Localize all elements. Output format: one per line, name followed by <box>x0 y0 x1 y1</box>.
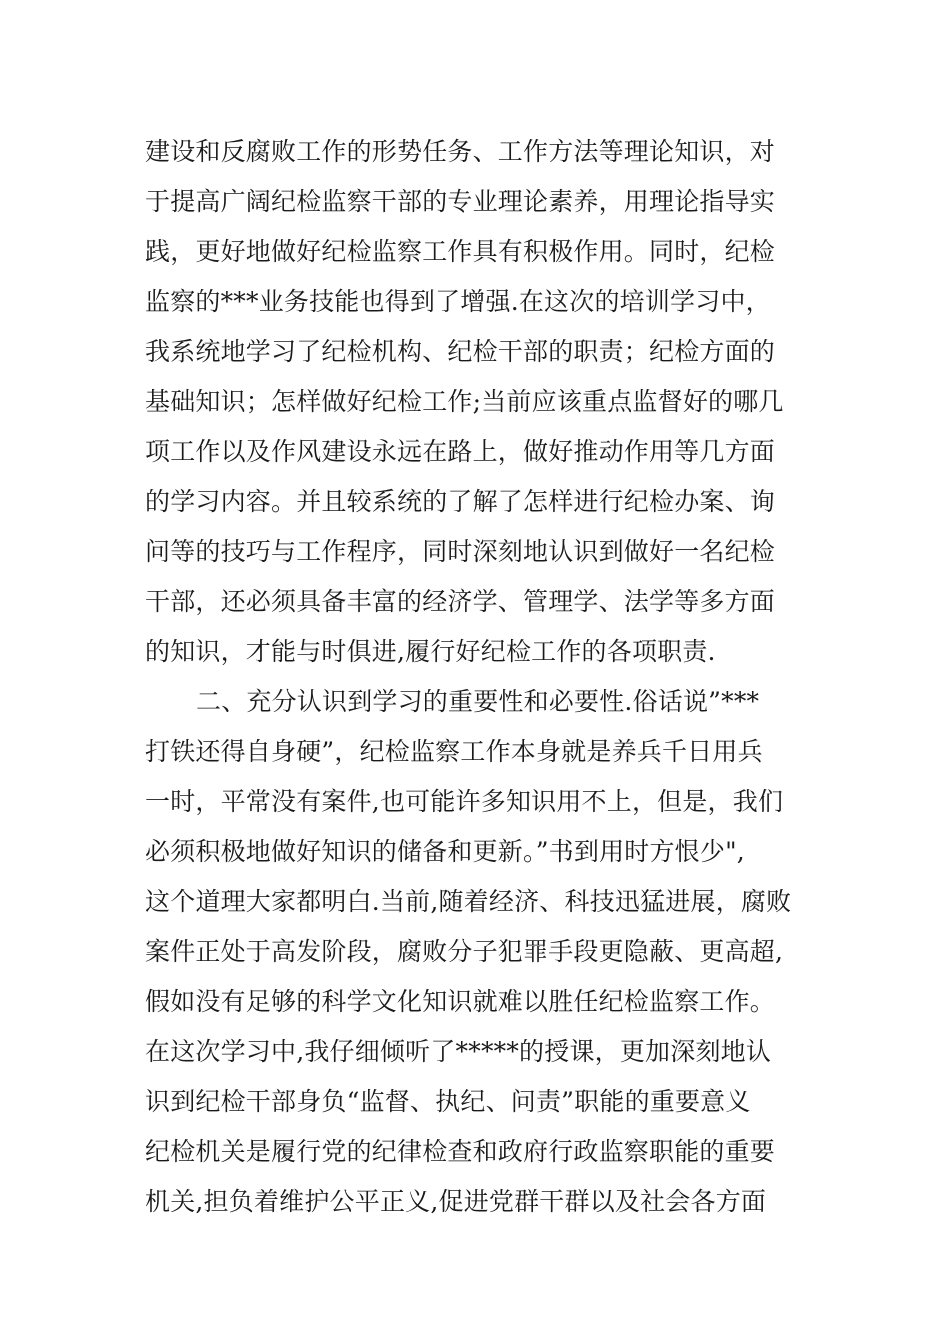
text-line: 干部，还必须具备丰富的经济学、管理学、法学等多方面 <box>145 587 776 616</box>
text-line: 这个道理大家都明白.当前,随着经济、科技迅猛进展，腐败 <box>145 887 792 916</box>
paragraph-heading-line: 二、充分认识到学习的重要性和必要性.俗话说”*** <box>196 687 760 716</box>
text-line: 问等的技巧与工作程序，同时深刻地认识到做好一名纪检 <box>145 537 776 566</box>
text-line: 机关,担负着维护公平正义,促进党群干群以及社会各方面 <box>145 1187 767 1216</box>
text-line: 一时，平常没有案件,也可能许多知识用不上，但是，我们 <box>145 787 784 816</box>
text-line: 于提高广阔纪检监察干部的专业理论素养，用理论指导实 <box>145 187 776 216</box>
text-line: 基础知识；怎样做好纪检工作;当前应该重点监督好的哪几 <box>145 387 784 416</box>
text-line: 践，更好地做好纪检监察工作具有积极作用。同时，纪检 <box>145 237 776 266</box>
text-line: 必须积极地做好知识的储备和更新。”书到用时方恨少", <box>145 837 745 866</box>
text-line: 建设和反腐败工作的形势任务、工作方法等理论知识，对 <box>145 137 776 166</box>
text-line: 打铁还得自身硬”，纪检监察工作本身就是养兵千日用兵 <box>145 737 763 766</box>
text-line: 假如没有足够的科学文化知识就难以胜任纪检监察工作。 <box>145 987 776 1016</box>
text-line: 监察的***业务技能也得到了增强.在这次的培训学习中， <box>145 287 771 316</box>
text-line: 项工作以及作风建设永远在路上，做好推动作用等几方面 <box>145 437 776 466</box>
text-line: 识到纪检干部身负“监督、执纪、问责”职能的重要意义 <box>145 1087 751 1116</box>
text-line: 的学习内容。并且较系统的了解了怎样进行纪检办案、询 <box>145 487 776 516</box>
text-line: 的知识，才能与时俱进,履行好纪检工作的各项职责. <box>145 637 716 666</box>
text-line: 纪检机关是履行党的纪律检查和政府行政监察职能的重要 <box>145 1137 776 1166</box>
text-line: 案件正处于高发阶段，腐败分子犯罪手段更隐蔽、更高超, <box>145 937 784 966</box>
text-line: 我系统地学习了纪检机构、纪检干部的职责；纪检方面的 <box>145 337 776 366</box>
text-line: 在这次学习中,我仔细倾听了*****的授课，更加深刻地认 <box>145 1037 772 1066</box>
